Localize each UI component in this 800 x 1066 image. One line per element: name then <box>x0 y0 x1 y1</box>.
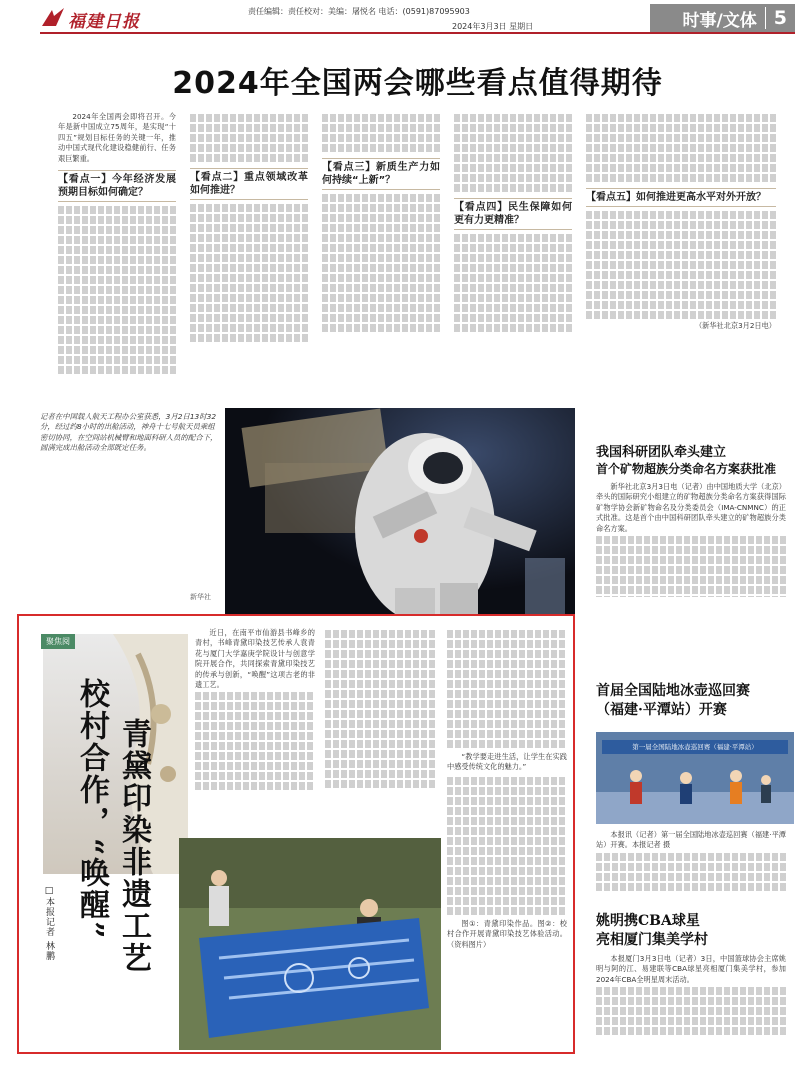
editor-credits: 责任编辑：责任校对：美编：屠悦名 电话：(0591)87095903 <box>248 7 470 16</box>
subhead-3: 【看点三】新质生产力如何持续“上新”？ <box>322 158 440 190</box>
news2-caption: 本报讯（记者）第一届全国陆地冰壶巡回赛（福建·平潭站）开赛。本报记者 摄 <box>596 830 786 850</box>
photo-credit: 新华社 <box>190 593 211 601</box>
feature-column-1 <box>195 628 315 833</box>
news3-body-text: 本报厦门3月3日电（记者）3日，中国篮球协会主席姚明与阿的江、易建联等CBA球星亮相厦门集美学村，参加2024年CBA全明星周末活动。 <box>596 954 786 984</box>
page-number: 5 <box>765 7 787 29</box>
subhead-2: 【看点二】重点领域改革如何推进？ <box>190 168 308 200</box>
news1-title-line1: 我国科研团队牵头建立 <box>596 445 727 460</box>
news3-title-line2: 亮相厦门集美学村 <box>596 932 708 948</box>
subhead-4: 【看点四】民生保障如何更有力更精准？ <box>454 198 572 230</box>
indigo-cloth-scene-icon <box>179 838 441 1050</box>
subhead-5: 【看点五】如何推进更高水平对外开放？ <box>586 188 776 207</box>
feature-quote: “教学要走进生活，让学生在实践中感受传统文化的魅力。” <box>447 752 567 772</box>
article-column-1 <box>58 112 176 402</box>
feature-tag: 聚焦阅 <box>41 634 75 649</box>
feature-intro: 近日，在南平市仙游县书峰乡的青村，书峰青黛印染技艺传承人袁青花与厦门大学嘉庚学院设计与创意学院开展合作，共同探索青黛印染技艺的传承与创新，“唤醒”这项古老的非遗工艺。 <box>195 628 315 690</box>
news1-title[interactable] <box>596 444 776 478</box>
news3-title[interactable] <box>596 912 708 950</box>
news2-title[interactable] <box>596 682 750 720</box>
curling-players-icon <box>596 732 794 824</box>
spacewalk-photo[interactable] <box>225 408 575 636</box>
section-tag <box>650 4 795 32</box>
logo-text: 福建日报 <box>68 12 140 32</box>
news1-body-text: 新华社北京3月3日电（记者）由中国地质大学（北京）牵头的国际研究小组建立的矿物超族分类命名方案获得国际矿物学协会新矿物命名及分类委员会（IMA-CNMNC）的正式批准。这是首个由中国科研团队牵头建立的矿物超族分类命名方案。 <box>596 482 786 533</box>
article-column-3 <box>322 112 440 402</box>
dyeing-activity-photo[interactable] <box>179 838 441 1050</box>
news2-title-line1: 首届全国陆地冰壶巡回赛 <box>596 683 750 699</box>
article-byline: （新华社北京3月2日电） <box>694 321 776 330</box>
newspaper-logo[interactable] <box>40 4 150 32</box>
curling-banner: 第一届全国陆地冰壶巡回赛（福建·平潭站） <box>602 740 788 754</box>
news3-title-line1: 姚明携CBA球星 <box>596 913 700 929</box>
main-headline[interactable]: 2024年全国两会哪些看点值得期待 <box>172 66 663 101</box>
news1-title-line2: 首个矿物超族分类命名方案获批准 <box>596 462 777 476</box>
section-name: 时事/文体 <box>682 10 757 31</box>
photo-caption: 记者在中国载人航天工程办公室获悉，3月2日13时32分，经过约8小时的出舱活动，神舟十七号航天员乘组密切协同，在空间站机械臂和地面科研人员的配合下，圆满完成出舱活动全部既定任务。 <box>40 412 218 453</box>
feature-box <box>17 614 575 1054</box>
feature-column-2 <box>325 628 435 833</box>
article-column-2 <box>190 112 308 402</box>
logo-emblem-icon <box>40 6 66 30</box>
news2-body <box>596 830 786 900</box>
masthead <box>40 4 795 34</box>
curling-photo[interactable] <box>596 732 794 824</box>
news2-title-line2: （福建·平潭站）开赛 <box>596 702 727 718</box>
article-column-4 <box>454 112 572 402</box>
feature-byline: □本报记者 林鹏 <box>44 886 54 961</box>
feature-title-right[interactable]: 青黛印染非遗工艺 <box>116 718 151 974</box>
issue-date: 2024年3月3日 星期日 <box>452 22 534 31</box>
feature-title-left[interactable]: 校村合作，“唤醒” <box>74 678 109 941</box>
feature-column-3 <box>447 628 567 1048</box>
feature-photo-caption: 图①：青黛印染作品。图②：校村合作开展青黛印染技艺体验活动。（资料图片） <box>447 918 567 949</box>
news1-body <box>596 482 786 597</box>
news3-body <box>596 954 786 1059</box>
astronaut-illustration-icon <box>225 408 575 636</box>
article-intro: 2024年全国两会即将召开。今年是新中国成立75周年，是实现“十四五”规划目标任务的关键一年，推动中国式现代化建设稳健前行、任务艰巨繁重。 <box>58 112 176 163</box>
article-column-5 <box>586 112 776 402</box>
subhead-1: 【看点一】今年经济发展预期目标如何确定？ <box>58 170 176 202</box>
